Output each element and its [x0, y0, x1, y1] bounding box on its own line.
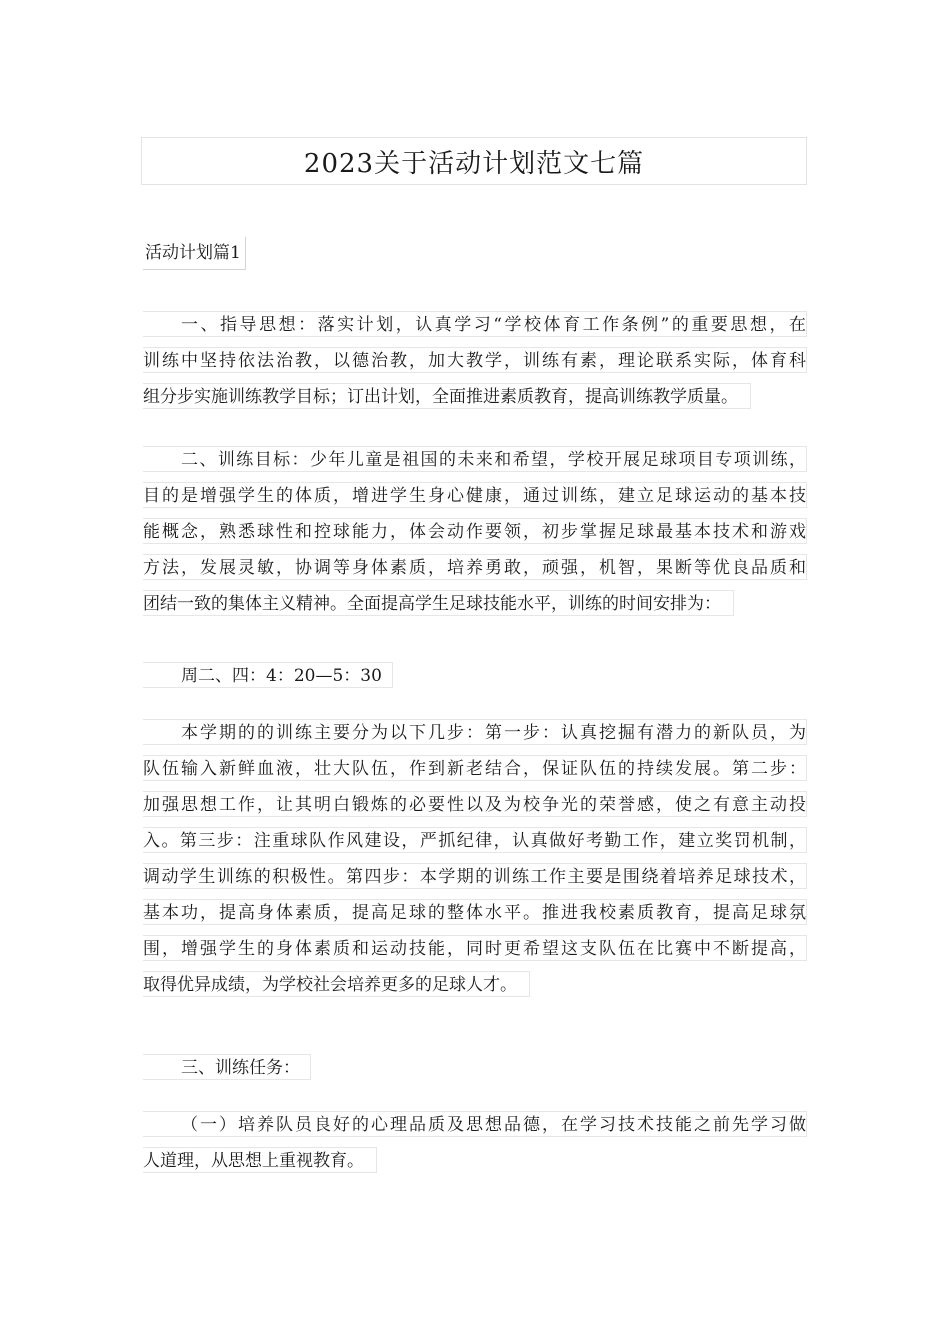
paragraph-line: 目的是增强学生的体质，增进学生身心健康，通过训练，建立足球运动的基本技	[143, 482, 807, 508]
paragraph-line: 本学期的的训练主要分为以下几步：第一步：认真挖掘有潜力的新队员，为	[143, 719, 807, 745]
paragraph-training-tasks-heading	[143, 1054, 807, 1094]
paragraph-line: （一）培养队员良好的心理品质及思想品德，在学习技术技能之前先学习做	[143, 1111, 807, 1137]
paragraph-line: 二、训练目标：少年儿童是祖国的未来和希望，学校开展足球项目专项训练，	[143, 446, 807, 472]
paragraph-line: 人道理，从思想上重视教育。	[143, 1147, 377, 1173]
paragraph-line: 队伍输入新鲜血液，壮大队伍，作到新老结合，保证队伍的持续发展。第二步：	[143, 755, 807, 781]
paragraph-line: 团结一致的集体主义精神。全面提高学生足球技能水平，训练的时间安排为：	[143, 590, 734, 616]
paragraph-line: 入。第三步：注重球队作风建设，严抓纪律，认真做好考勤工作，建立奖罚机制，	[143, 827, 807, 853]
schedule-line: 周二、四：4：20—5：30	[143, 662, 393, 688]
document-title: 2023关于活动计划范文七篇	[303, 148, 645, 179]
subheading-line: 三、训练任务：	[143, 1054, 311, 1080]
paragraph-line: 加强思想工作，让其明白锻炼的必要性以及为校争光的荣誉感，使之有意主动投	[143, 791, 807, 817]
title-box	[141, 137, 807, 185]
paragraph-line: 围，增强学生的身体素质和运动技能，同时更希望这支队伍在比赛中不断提高，	[143, 935, 807, 961]
paragraph-schedule	[143, 662, 807, 702]
paragraph-training-goals	[143, 446, 807, 630]
paragraph-guiding-ideology	[143, 311, 807, 423]
paragraph-task-one	[143, 1111, 807, 1187]
section-heading: 活动计划篇1	[143, 237, 246, 270]
paragraph-training-steps	[143, 719, 807, 1011]
paragraph-line: 训练中坚持依法治教，以德治教，加大教学，训练有素，理论联系实际，体育科	[143, 347, 807, 373]
paragraph-line: 组分步实施训练教学目标；订出计划，全面推进素质教育，提高训练教学质量。	[143, 383, 751, 409]
paragraph-line: 能概念，熟悉球性和控球能力，体会动作要领，初步掌握足球最基本技术和游戏	[143, 518, 807, 544]
paragraph-line: 调动学生训练的积极性。第四步：本学期的训练工作主要是围绕着培养足球技术，	[143, 863, 807, 889]
paragraph-line: 方法，发展灵敏，协调等身体素质，培养勇敢，顽强，机智，果断等优良品质和	[143, 554, 807, 580]
paragraph-line: 基本功，提高身体素质，提高足球的整体水平。推进我校素质教育，提高足球氛	[143, 899, 807, 925]
paragraph-line: 一、指导思想：落实计划，认真学习“学校体育工作条例”的重要思想，在	[143, 311, 807, 337]
paragraph-line: 取得优异成绩，为学校社会培养更多的足球人才。	[143, 971, 530, 997]
